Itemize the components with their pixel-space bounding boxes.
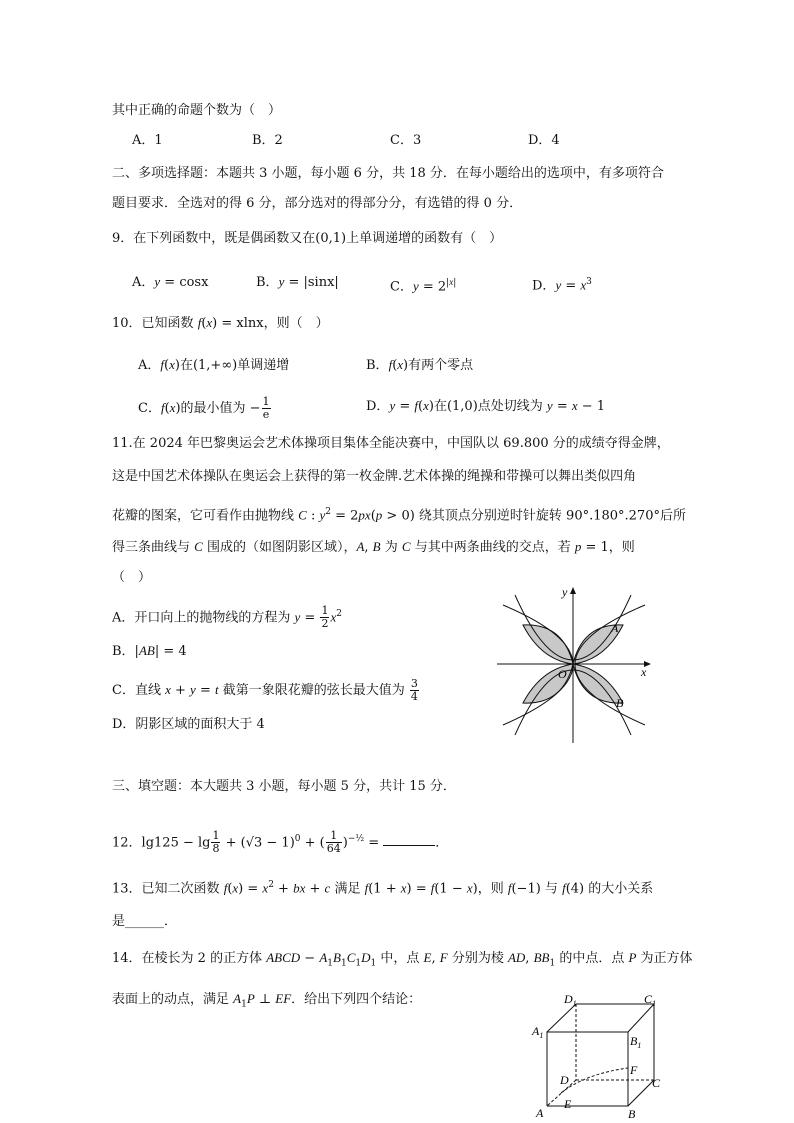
- q8-option-d: D．4: [528, 133, 560, 148]
- label-c1: $C_1$: [644, 992, 657, 1008]
- section2-heading-line1: 二、多项选择题：本题共 3 小题，每小题 6 分，共 18 分．在每小题给出的选项中，有多项符合: [112, 166, 664, 181]
- cube-right-face: [628, 1004, 654, 1106]
- q10-option-d: D．y = f(x)在(1,0)点处切线为 y = x − 1: [366, 398, 606, 414]
- q8-option-b: B．2: [252, 133, 283, 148]
- label-d1: $D_1$: [564, 992, 577, 1008]
- q11-paren: （ ）: [112, 570, 152, 585]
- q12: 12．lg125 − lg $\frac{1}{8}$ + $(√3 - 1)^0$ + ( $\frac{1}{64}$ )$^{-\frac{1}{2}}$ = ．: [112, 829, 449, 856]
- q8-option-a: A．1: [132, 133, 163, 148]
- parabola-petal-figure: [495, 585, 655, 745]
- q10-option-a: A．f(x)在(1,+∞)单调递增: [138, 357, 290, 373]
- q13-line1: 13．已知二次函数 $f(x) = x^2$ + bx + c 满足 f(1 + x) = f(1 − x)，则 f(−1) 与 f(4) 的大小关系: [112, 880, 654, 897]
- q9-option-a: A．y = cosx: [132, 274, 209, 290]
- q10-option-b: B．f(x)有两个零点: [366, 357, 474, 373]
- cube-hidden-edges: [547, 1004, 654, 1106]
- label-b: B: [628, 1107, 636, 1120]
- label-a1: $A_1$: [532, 1024, 544, 1040]
- q14-line1: 14．在棱长为 2 的正方体 ABCD − $A_1B_1C_1D_1$ 中，点 E, F 分别为棱 AD, $BB_1$ 的中点．点 P 为正方体: [112, 950, 693, 969]
- q9-option-b: B．y = |sinx|: [256, 274, 339, 290]
- label-e: E: [564, 1097, 572, 1111]
- label-a: A: [536, 1106, 544, 1120]
- cube-top-face: [547, 1004, 654, 1032]
- q9-option-d: D．$y = x^3$: [532, 277, 592, 294]
- q11-option-d: D．阴影区域的面积大于 4: [112, 717, 265, 732]
- q9-option-c: C．$y = 2^{|x|}$: [390, 277, 457, 295]
- section2-heading-line2: 题目要求．全选对的得 6 分，部分选对的得部分分，有选错的得 0 分．: [112, 196, 523, 211]
- q10-stem: 10．已知函数 f(x) = xlnx，则（ ）: [112, 315, 329, 331]
- q11-line3: 花瓣的图案，它可看作由抛物线 C : $y^2 = 2px(p > 0)$ 绕其顶点分别逆时针旋转 90°.180°.270°后所: [112, 507, 686, 524]
- label-c: C: [652, 1076, 661, 1090]
- q8-option-c: C．3: [390, 133, 422, 148]
- origin-label: O: [558, 667, 567, 681]
- q14-line2: 表面上的动点，满足 $A_1P$ ⊥ EF．给出下列四个结论：: [112, 991, 422, 1010]
- label-f: F: [630, 1063, 638, 1077]
- label-b1: $B_1$: [630, 1034, 642, 1050]
- q10-option-c: C．f(x)的最小值为 − $\frac{1}{e}$: [138, 395, 270, 421]
- cube-figure: [530, 992, 670, 1120]
- y-axis-arrow: [570, 587, 576, 594]
- point-a-label: A: [611, 621, 619, 635]
- y-axis-label: y: [562, 585, 568, 599]
- q11-option-c: C．直线 x + y = t 截第一象限花瓣的弦长最大值为 $\frac{3}{4}$: [112, 677, 418, 703]
- section3-heading: 三、填空题：本大题共 3 小题，每小题 5 分，共计 15 分．: [112, 779, 456, 794]
- x-axis-label: x: [641, 665, 647, 679]
- q11-line1: 11.在 2024 年巴黎奥运会艺术体操项目集体全能决赛中，中国队以 69.800 分的成绩夺得金牌，: [112, 436, 670, 451]
- q8-tail: 其中正确的命题个数为（ ）: [112, 103, 282, 118]
- q11-line4: 得三条曲线与 C 围成的（如图阴影区域），A, B 为 C 与其中两条曲线的交点，若 p = 1，则: [112, 539, 635, 555]
- q11-line2: 这是中国艺术体操队在奥运会上获得的第一枚金牌.艺术体操的绳操和带操可以舞出类似四角: [112, 469, 637, 484]
- q11-option-a: A．开口向上的抛物线的方程为 y = $\frac{1}{2}$ $x^2$: [112, 604, 342, 631]
- point-b-label: B: [616, 696, 624, 710]
- q9-stem: 9．在下列函数中，既是偶函数又在(0,1)上单调递增的函数有（ ）: [112, 231, 503, 246]
- q11-option-b: B．|AB| = 4: [112, 643, 187, 659]
- label-d: D: [560, 1073, 569, 1087]
- q13-line2: 是______．: [112, 914, 178, 929]
